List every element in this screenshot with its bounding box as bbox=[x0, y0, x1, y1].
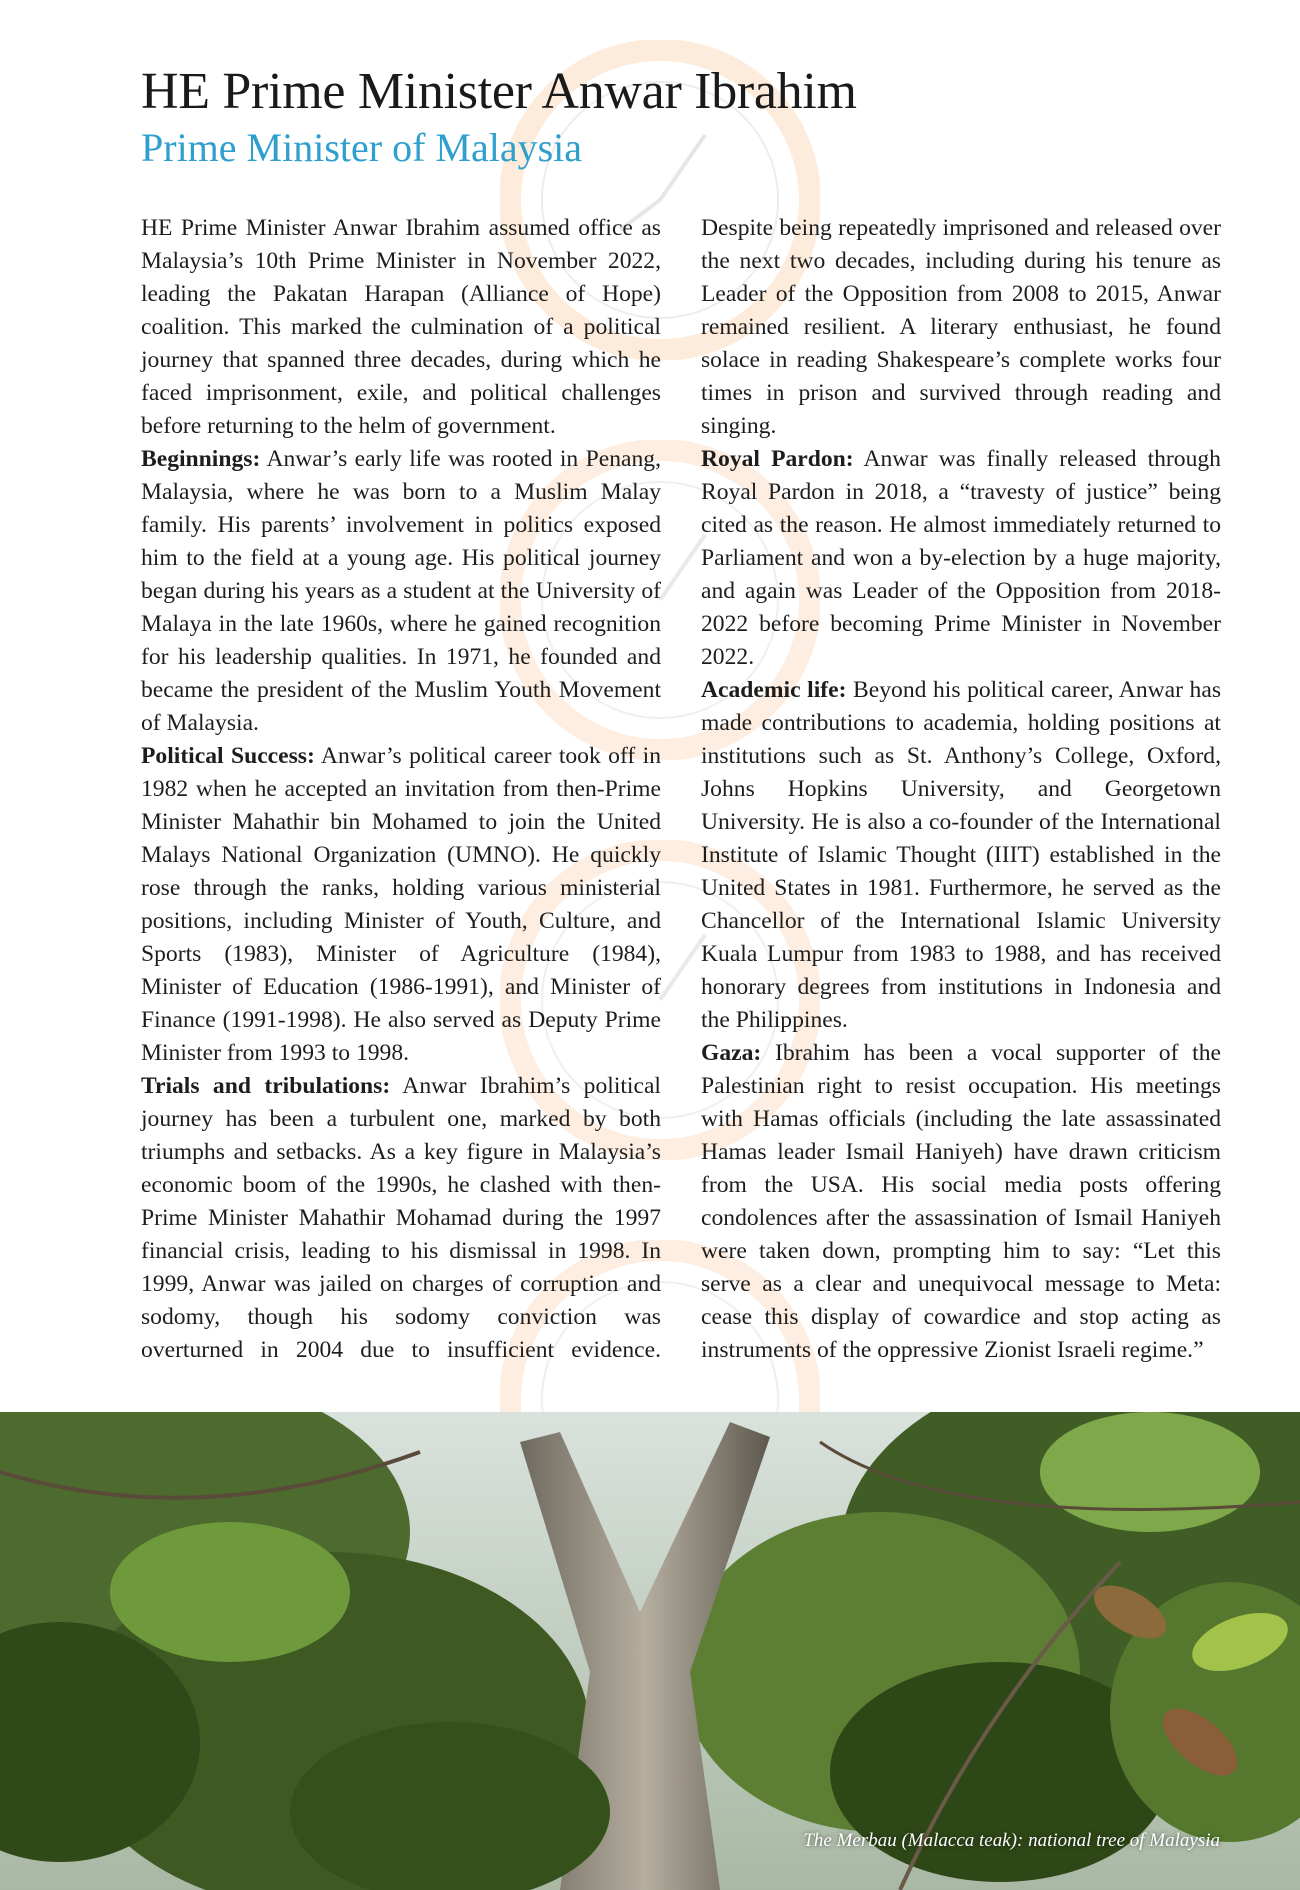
paragraph-heading: Beginnings: bbox=[141, 446, 261, 472]
paragraph-heading: Trials and tribulations: bbox=[141, 1073, 391, 1099]
paragraph-text: Anwar’s political career took off in 1982 when he accepted an invitation from then-Prime Minister Mahathir bin Mohamed to join the United Malays National Organization (UMNO). He quickly rose through the ranks, holding various ministerial positions, including Minister of Youth, Culture, and Sports (1983), Minister of Agriculture (1984), Minister of Education (1986-1991), and Minister of Finance (1991-1998). He also served as Deputy Prime Minister from 1993 to 1998. bbox=[141, 743, 661, 1066]
paragraph-intro bbox=[141, 212, 661, 443]
paragraph-gaza bbox=[701, 1037, 1221, 1367]
paragraph-royal-pardon bbox=[701, 443, 1221, 674]
paragraph-text: Anwar was finally released through Royal Pardon in 2018, a “travesty of justice” being cited as the reason. He almost immediately returned to Parliament and won a by-election by a huge majority, and again was Leader of the Opposition from 2018-2022 before becoming Prime Minister in November 2022. bbox=[701, 446, 1221, 670]
tree-photo bbox=[0, 1412, 1300, 1890]
paragraph-academic-life bbox=[701, 674, 1221, 1037]
paragraph-text: Anwar Ibrahim’s political journey has been a turbulent one, marked by both triumphs and setbacks. As a key figure in Malaysia’s economic boom of the 1990s, he clashed with then-Prime Minister Mahathir Mohamad during the 1997 financial crisis, leading to his dismissal in 1998. In 1999, Anwar was jailed on charges of corruption and sodomy, though his sodomy conviction was overturned in 2004 due to insufficient evidence. Despite being repeatedly imprisoned and released over the next two decades, including during his tenure as Leader of the Opposition from 2008 to 2015, Anwar remained resilient. A literary enthusiast, he found solace in reading Shakespeare’s complete works four times in prison and survived through reading and singing. bbox=[141, 215, 1221, 1363]
paragraph-text: HE Prime Minister Anwar Ibrahim assumed office as Malaysia’s 10th Prime Minister in November 2022, leading the Pakatan Harapan (Alliance of Hope) coalition. This marked the culmination of a political journey that spanned three decades, during which he faced imprisonment, exile, and political challenges before returning to the helm of government. bbox=[141, 215, 661, 439]
paragraph-heading: Gaza: bbox=[701, 1040, 762, 1066]
photo-caption: The Merbau (Malacca teak): national tree of Malaysia bbox=[803, 1830, 1220, 1851]
page-title: HE Prime Minister Anwar Ibrahim bbox=[141, 63, 857, 120]
paragraph-heading: Political Success: bbox=[141, 743, 315, 769]
paragraph-beginnings bbox=[141, 443, 661, 740]
paragraph-text: Beyond his political career, Anwar has made contributions to academia, holding positions at institutions such as St. Anthony’s College, Oxford, Johns Hopkins University, and Georgetown University. He is also a co-founder of the International Institute of Islamic Thought (IIIT) established in the United States in 1981. Furthermore, he served as the Chancellor of the International Islamic University Kuala Lumpur from 1983 to 1988, and has received honorary degrees from institutions in Indonesia and the Philippines. bbox=[701, 677, 1221, 1033]
paragraph-political-success bbox=[141, 740, 661, 1070]
paragraph-heading: Academic life: bbox=[701, 677, 847, 703]
paragraph-text: Ibrahim has been a vocal supporter of the Palestinian right to resist occupation. His meetings with Hamas officials (including the late assassinated Hamas leader Ismail Haniyeh) have drawn criticism from the USA. His social media posts offering condolences after the assassination of Ismail Haniyeh were taken down, prompting him to say: “Let this serve as a clear and unequivocal message to Meta: cease this display of cowardice and stop acting as instruments of the oppressive Zionist Israeli regime.” bbox=[701, 1040, 1221, 1363]
paragraph-text: Anwar’s early life was rooted in Penang, Malaysia, where he was born to a Muslim Malay family. His parents’ involvement in politics exposed him to the field at a young age. His political journey began during his years as a student at the University of Malaya in the late 1960s, where he gained recognition for his leadership qualities. In 1971, he founded and became the president of the Muslim Youth Movement of Malaysia. bbox=[141, 446, 661, 736]
paragraph-heading: Royal Pardon: bbox=[701, 446, 854, 472]
article-body bbox=[141, 212, 1221, 1372]
page-subtitle: Prime Minister of Malaysia bbox=[141, 125, 583, 170]
forest-canopy-image bbox=[0, 1412, 1300, 1890]
